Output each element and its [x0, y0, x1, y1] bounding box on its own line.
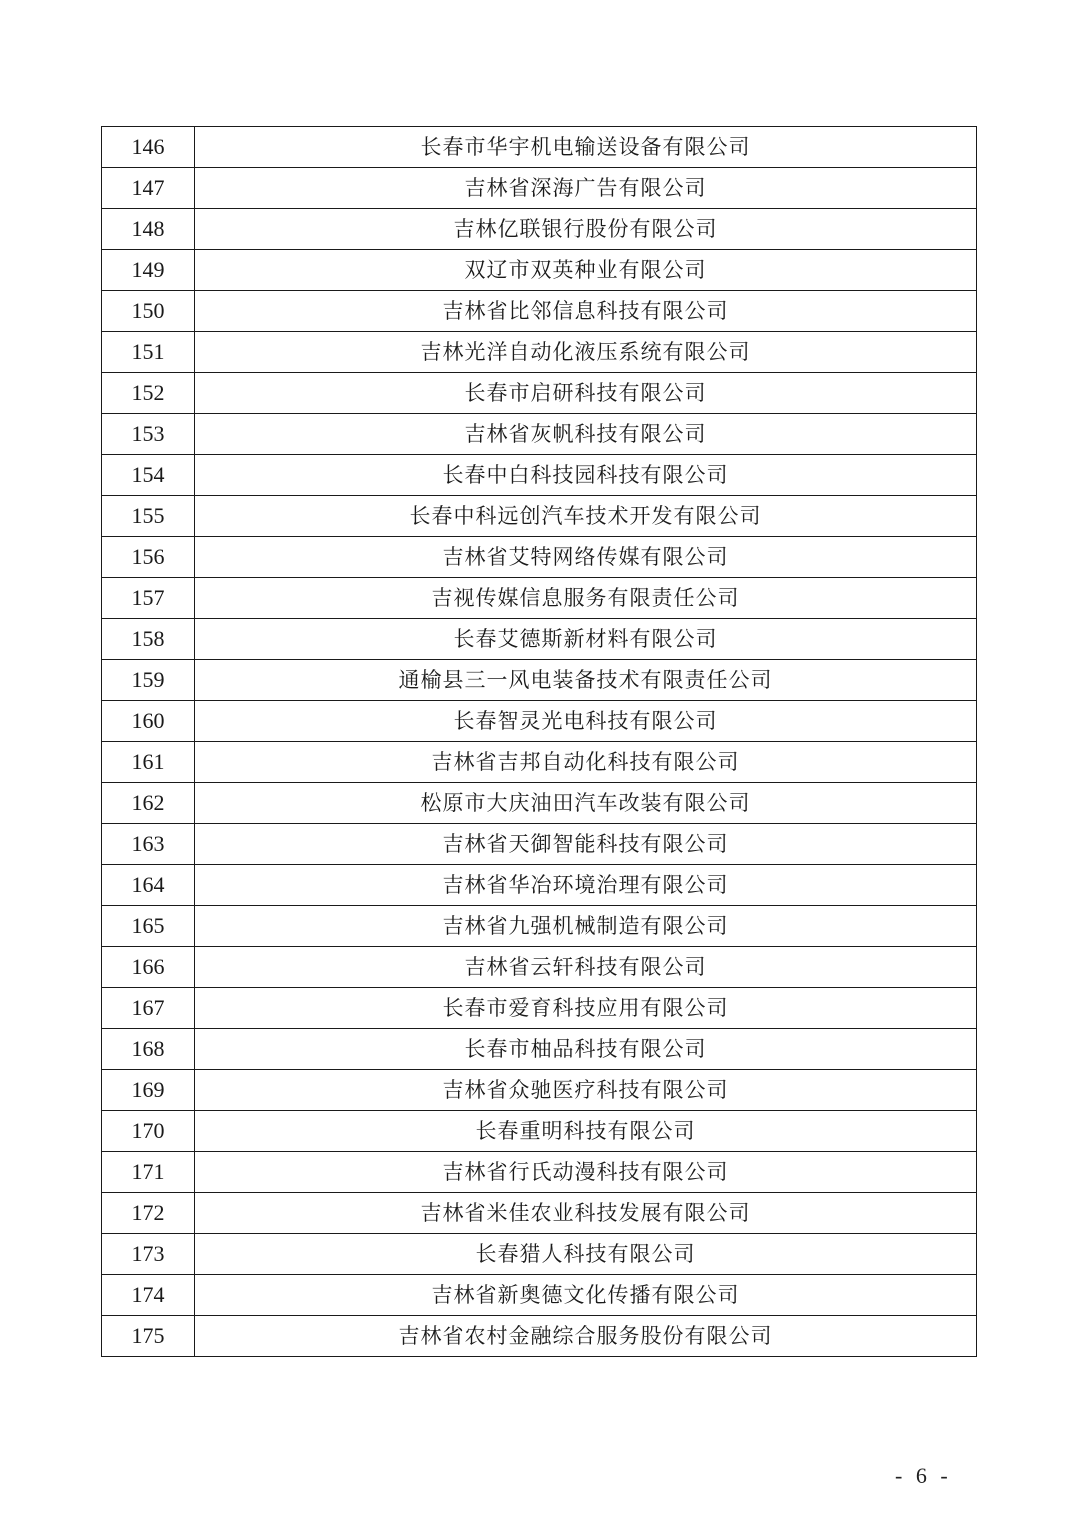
table-row — [102, 127, 977, 168]
company-name-cell: 长春猎人科技有限公司 — [195, 1234, 977, 1275]
company-name-cell: 吉林省深海广告有限公司 — [195, 168, 977, 209]
table-row — [102, 291, 977, 332]
company-name-cell: 吉林省吉邦自动化科技有限公司 — [195, 742, 977, 783]
table-row — [102, 373, 977, 414]
company-name-cell: 吉林省众驰医疗科技有限公司 — [195, 1070, 977, 1111]
company-name-cell: 长春智灵光电科技有限公司 — [195, 701, 977, 742]
company-name-cell: 长春市启研科技有限公司 — [195, 373, 977, 414]
row-number-cell: 161 — [102, 742, 195, 783]
company-name-cell: 吉林省云轩科技有限公司 — [195, 947, 977, 988]
table-row — [102, 168, 977, 209]
row-number-cell: 160 — [102, 701, 195, 742]
row-number-cell: 152 — [102, 373, 195, 414]
row-number-cell: 174 — [102, 1275, 195, 1316]
table-row — [102, 1316, 977, 1357]
company-list-body — [102, 127, 977, 1357]
company-name-cell: 吉林省米佳农业科技发展有限公司 — [195, 1193, 977, 1234]
company-name-cell: 吉林省九强机械制造有限公司 — [195, 906, 977, 947]
table-row — [102, 414, 977, 455]
row-number-cell: 163 — [102, 824, 195, 865]
row-number-cell: 175 — [102, 1316, 195, 1357]
row-number-cell: 168 — [102, 1029, 195, 1070]
company-name-cell: 吉林省灰帆科技有限公司 — [195, 414, 977, 455]
table-row — [102, 824, 977, 865]
row-number-cell: 162 — [102, 783, 195, 824]
row-number-cell: 172 — [102, 1193, 195, 1234]
table-row — [102, 455, 977, 496]
table-row — [102, 742, 977, 783]
company-name-cell: 长春艾德斯新材料有限公司 — [195, 619, 977, 660]
table-row — [102, 1070, 977, 1111]
table-row — [102, 1275, 977, 1316]
table-row — [102, 1152, 977, 1193]
table-row — [102, 1234, 977, 1275]
table-row — [102, 865, 977, 906]
row-number-cell: 153 — [102, 414, 195, 455]
row-number-cell: 158 — [102, 619, 195, 660]
company-name-cell: 双辽市双英种业有限公司 — [195, 250, 977, 291]
row-number-cell: 154 — [102, 455, 195, 496]
company-name-cell: 长春市华宇机电输送设备有限公司 — [195, 127, 977, 168]
table-row — [102, 619, 977, 660]
table-row — [102, 332, 977, 373]
company-name-cell: 松原市大庆油田汽车改装有限公司 — [195, 783, 977, 824]
table-row — [102, 906, 977, 947]
row-number-cell: 151 — [102, 332, 195, 373]
table-row — [102, 1111, 977, 1152]
row-number-cell: 147 — [102, 168, 195, 209]
table-row — [102, 701, 977, 742]
company-name-cell: 长春市爱育科技应用有限公司 — [195, 988, 977, 1029]
table-row — [102, 1193, 977, 1234]
table-row — [102, 783, 977, 824]
company-name-cell: 吉林省比邻信息科技有限公司 — [195, 291, 977, 332]
table-row — [102, 578, 977, 619]
company-name-cell: 吉林省农村金融综合服务股份有限公司 — [195, 1316, 977, 1357]
row-number-cell: 157 — [102, 578, 195, 619]
company-name-cell: 吉林省行氏动漫科技有限公司 — [195, 1152, 977, 1193]
row-number-cell: 173 — [102, 1234, 195, 1275]
row-number-cell: 171 — [102, 1152, 195, 1193]
company-name-cell: 通榆县三一风电装备技术有限责任公司 — [195, 660, 977, 701]
company-name-cell: 吉视传媒信息服务有限责任公司 — [195, 578, 977, 619]
row-number-cell: 150 — [102, 291, 195, 332]
table-row — [102, 1029, 977, 1070]
row-number-cell: 164 — [102, 865, 195, 906]
company-list-table — [101, 126, 977, 1357]
row-number-cell: 148 — [102, 209, 195, 250]
table-row — [102, 537, 977, 578]
table-row — [102, 496, 977, 537]
company-name-cell: 长春市柚品科技有限公司 — [195, 1029, 977, 1070]
company-name-cell: 长春重明科技有限公司 — [195, 1111, 977, 1152]
row-number-cell: 149 — [102, 250, 195, 291]
company-name-cell: 吉林光洋自动化液压系统有限公司 — [195, 332, 977, 373]
company-name-cell: 长春中科远创汽车技术开发有限公司 — [195, 496, 977, 537]
page-number: - 6 - — [895, 1463, 952, 1488]
row-number-cell: 146 — [102, 127, 195, 168]
company-name-cell: 吉林省艾特网络传媒有限公司 — [195, 537, 977, 578]
row-number-cell: 156 — [102, 537, 195, 578]
row-number-cell: 169 — [102, 1070, 195, 1111]
row-number-cell: 155 — [102, 496, 195, 537]
row-number-cell: 159 — [102, 660, 195, 701]
company-name-cell: 吉林省天御智能科技有限公司 — [195, 824, 977, 865]
company-name-cell: 吉林亿联银行股份有限公司 — [195, 209, 977, 250]
table-row — [102, 250, 977, 291]
company-name-cell: 吉林省新奥德文化传播有限公司 — [195, 1275, 977, 1316]
table-row — [102, 660, 977, 701]
table-row — [102, 988, 977, 1029]
row-number-cell: 170 — [102, 1111, 195, 1152]
row-number-cell: 166 — [102, 947, 195, 988]
company-name-cell: 长春中白科技园科技有限公司 — [195, 455, 977, 496]
table-row — [102, 209, 977, 250]
row-number-cell: 165 — [102, 906, 195, 947]
table-row — [102, 947, 977, 988]
company-name-cell: 吉林省华冶环境治理有限公司 — [195, 865, 977, 906]
row-number-cell: 167 — [102, 988, 195, 1029]
